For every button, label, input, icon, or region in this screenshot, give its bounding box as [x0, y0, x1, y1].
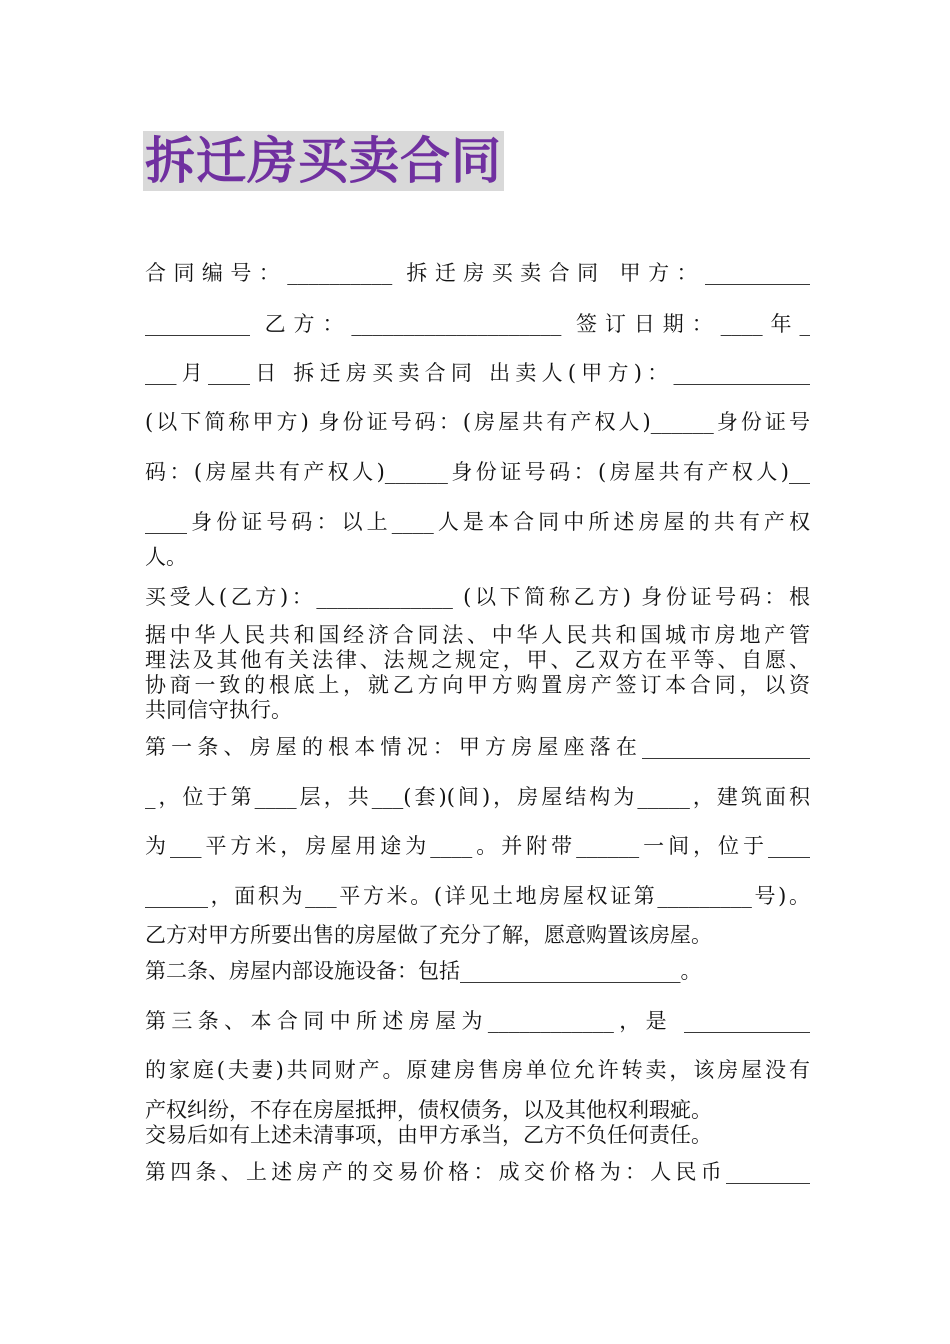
title-highlight — [143, 131, 504, 191]
contract-text-line: _，位于第____层，共___(套)(间)，房屋结构为_____，建筑面积 — [145, 785, 810, 809]
contract-text-line: 协商一致的根底上，就乙方向甲方购置房产签订本合同，以资 — [145, 673, 810, 697]
contract-text-line: ____身份证号码：以上____人是本合同中所述房屋的共有产权 — [145, 510, 810, 534]
contract-text-line: (以下简称甲方) 身份证号码：(房屋共有产权人)______身份证号 — [145, 410, 810, 434]
contract-text-line: 人。 — [145, 545, 187, 569]
contract-text-line: 产权纠纷，不存在房屋抵押，债权债务，以及其他权利瑕疵。 — [145, 1098, 712, 1122]
contract-text-line: 第四条、上述房产的交易价格：成交价格为：人民币________ — [145, 1160, 810, 1184]
contract-text-line: 第三条、本合同中所述房屋为____________，是 ____________ — [145, 1009, 810, 1033]
contract-text-line: 第一条、房屋的根本情况：甲方房屋座落在________________ — [145, 735, 810, 759]
contract-text-line: 的家庭(夫妻)共同财产。原建房售房单位允许转卖，该房屋没有 — [145, 1058, 810, 1082]
contract-text-line: 合同编号：__________ 拆迁房买卖合同 甲方：__________ — [145, 261, 810, 285]
contract-text-line: 买受人(乙方)：_____________ (以下简称乙方) 身份证号码：根 — [145, 585, 810, 609]
contract-text-line: 第二条、房屋内部设施设备：包括_____________________。 — [145, 959, 702, 983]
contract-text-line: 据中华人民共和国经济合同法、中华人民共和国城市房地产管 — [145, 623, 810, 647]
contract-text-line: ______，面积为___平方米。(详见土地房屋权证第_________号)。 — [145, 884, 810, 908]
contract-text-line: __________ 乙方：____________________ 签订日期：____年_ — [145, 312, 810, 336]
contract-text-line: 乙方对甲方所要出售的房屋做了充分了解，愿意购置该房屋。 — [145, 923, 712, 947]
contract-text-line: ___月____日 拆迁房买卖合同 出卖人(甲方)：_____________ — [145, 361, 810, 385]
document-title: 拆迁房买卖合同 — [145, 132, 502, 190]
contract-text-line: 理法及其他有关法律、法规之规定，甲、乙双方在平等、自愿、 — [145, 648, 810, 672]
contract-text-line: 共同信守执行。 — [145, 698, 292, 722]
contract-text-line: 码：(房屋共有产权人)______身份证号码：(房屋共有产权人)__ — [145, 460, 810, 484]
contract-text-line: 交易后如有上述未清事项，由甲方承当，乙方不负任何责任。 — [145, 1123, 712, 1147]
contract-text-line: 为___平方米，房屋用途为____。并附带______一间，位于____ — [145, 834, 810, 858]
